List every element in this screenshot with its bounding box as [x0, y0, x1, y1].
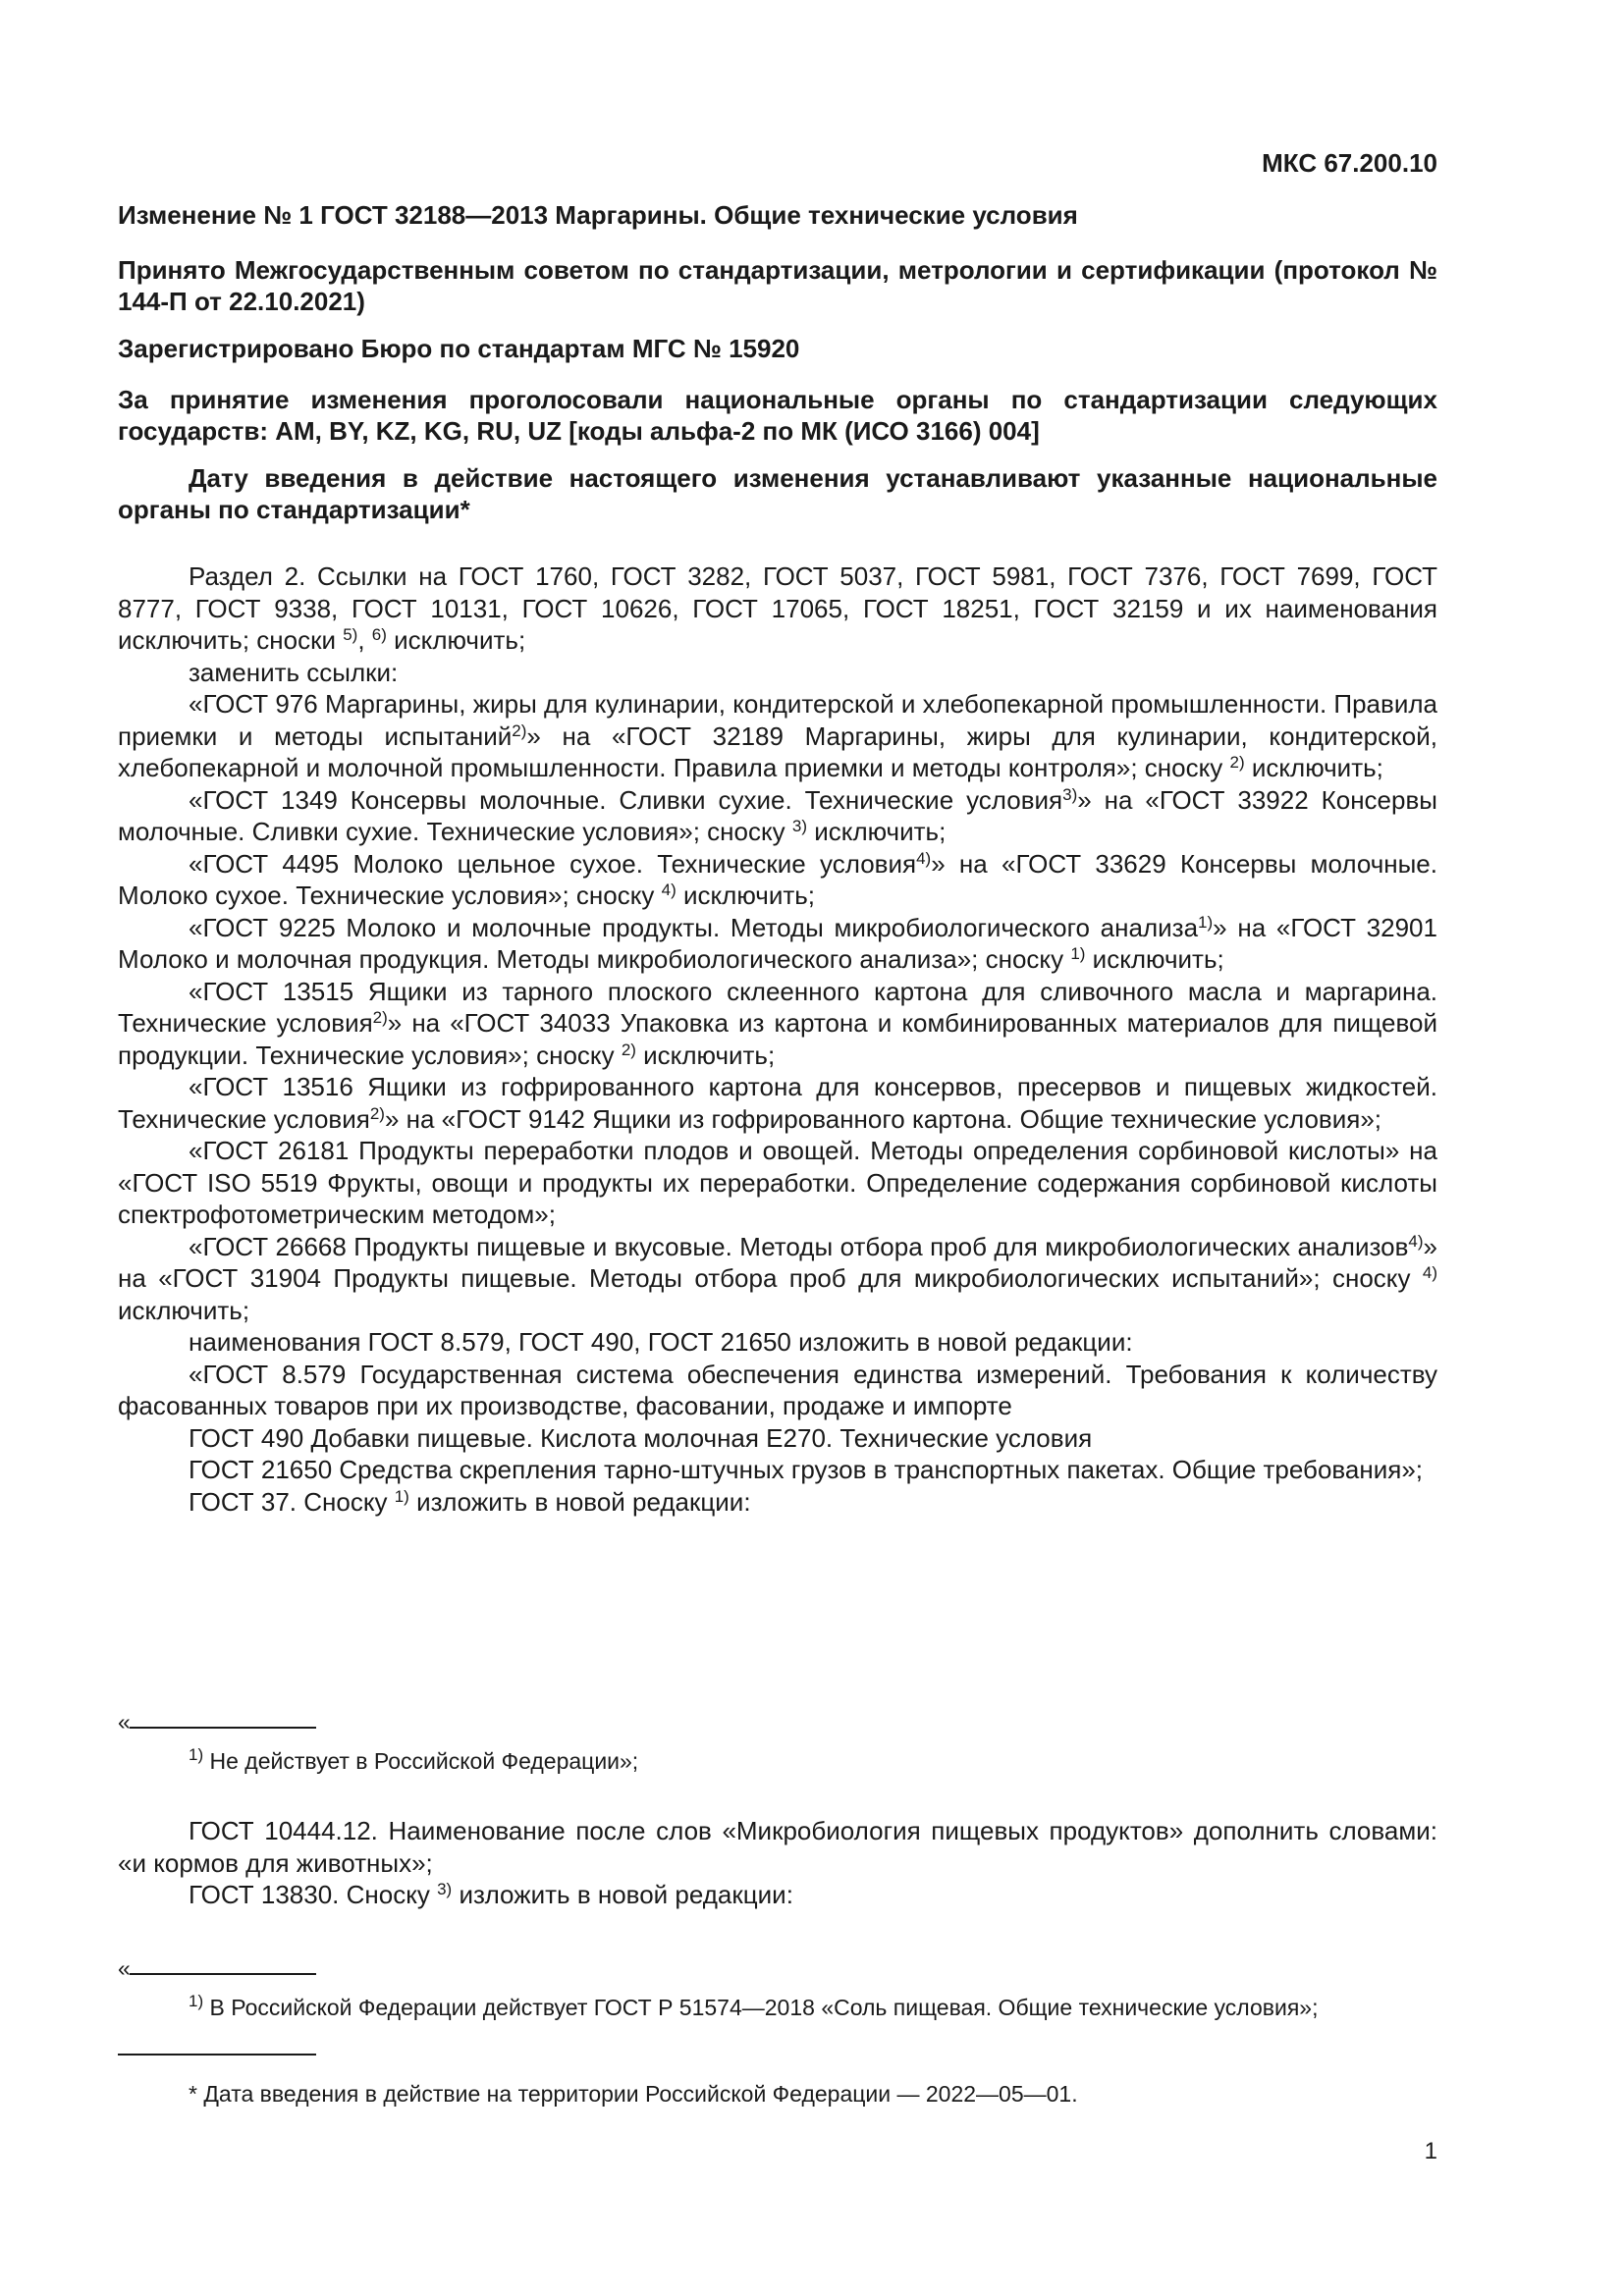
page-number: 1 [1424, 2138, 1437, 2164]
date-note: Дату введения в действие настоящего изменения устанавливают указанные национальные органы по стандартизации* [118, 463, 1437, 524]
paragraph: ГОСТ 10444.12. Наименование после слов «Микробиология пищевых продуктов» дополнить словами: «и кормов для животных»; [118, 1816, 1437, 1878]
quoted-footnote-2 [118, 1953, 1437, 1983]
amendment-body-continued [118, 1815, 1437, 1911]
paragraph: «ГОСТ 26668 Продукты пищевые и вкусовые. Методы отбора проб для микробиологических анализов$^{4)}$» на «ГОСТ 31904 Продукты пищевые. Методы отбора проб для микробиологических испытаний»; сноску $^{4)}$ исключить; [118, 1231, 1437, 1325]
registered-statement: Зарегистрировано Бюро по стандартам МГС № 15920 [118, 334, 800, 363]
footnote-rule [130, 1727, 316, 1729]
adopted-statement: Принято Межгосударственным советом по стандартизации, метрологии и сертификации (протокол № 144-П от 22.10.2021) [118, 255, 1437, 316]
quoted-footnote-1-text: $^{1)}$ Не действует в Российской Федерации»; [189, 1745, 639, 1774]
paragraph: Раздел 2. Ссылки на ГОСТ 1760, ГОСТ 3282, ГОСТ 5037, ГОСТ 5981, ГОСТ 7376, ГОСТ 7699, ГОСТ 8777, ГОСТ 9338, ГОСТ 10131, ГОСТ 10626, ГОСТ 17065, ГОСТ 18251, ГОСТ 32159 и их наименования исключить; сноски $^{5)}$, $^{6)}$ исключить; [118, 561, 1437, 655]
paragraph: ГОСТ 37. Сноску $^{1)}$ изложить в новой редакции: [189, 1486, 751, 1517]
quoted-footnote-1 [118, 1707, 1437, 1736]
star-footnote: * Дата введения в действие на территории Российской Федерации — 2022—05—01. [189, 2081, 1078, 2107]
quoted-footnote-2-text: $^{1)}$ В Российской Федерации действует ГОСТ Р 51574—2018 «Соль пищевая. Общие технические условия»; [189, 1992, 1319, 2020]
paragraph: «ГОСТ 9225 Молоко и молочные продукты. Методы микробиологического анализа$^{1)}$» на «ГОСТ 32901 Молоко и молочная продукция. Методы микробиологического анализа»; сноску $^{1)}$ исключить; [118, 912, 1437, 974]
quote-mark: « [118, 1955, 131, 1981]
voted-statement: За принятие изменения проголосовали национальные органы по стандартизации следующих государств: AM, BY, KZ, KG, RU, UZ [коды альфа-2 по МК (ИСО 3166) 004] [118, 385, 1437, 446]
paragraph: «ГОСТ 4495 Молоко цельное сухое. Технические условия$^{4)}$» на «ГОСТ 33629 Консервы молочные. Молоко сухое. Технические условия»; сноску $^{4)}$ исключить; [118, 848, 1437, 910]
page-footnote-rule [118, 2054, 316, 2056]
paragraph: «ГОСТ 13516 Ящики из гофрированного картона для консервов, пресервов и пищевых жидкостей. Технические условия$^{2)}$» на «ГОСТ 9142 Ящики из гофрированного картона. Общие технические условия»; [118, 1072, 1437, 1134]
paragraph: заменить ссылки: [189, 657, 399, 687]
mks-code: МКС 67.200.10 [1262, 148, 1437, 178]
amendment-title: Изменение № 1 ГОСТ 32188—2013 Маргарины. Общие технические условия [118, 200, 1078, 230]
paragraph: «ГОСТ 26181 Продукты переработки плодов и овощей. Методы определения сорбиновой кислоты» на «ГОСТ ISO 5519 Фрукты, овощи и продукты их переработки. Определение содержания сорбиновой кислоты спектрофотометрическим методом»; [118, 1136, 1437, 1229]
paragraph: «ГОСТ 13515 Ящики из тарного плоского склеенного картона для сливочного масла и маргарина. Технические условия$^{2)}$» на «ГОСТ 34033 Упаковка из картона и комбинированных материалов для пищевой продукции. Технические условия»; сноску $^{2)}$ исключить; [118, 976, 1437, 1070]
amendment-body [118, 561, 1437, 1518]
paragraph: наименования ГОСТ 8.579, ГОСТ 490, ГОСТ 21650 изложить в новой редакции: [189, 1327, 1133, 1357]
quote-mark: « [118, 1709, 131, 1735]
paragraph: «ГОСТ 8.579 Государственная система обеспечения единства измерений. Требования к количеству фасованных товаров при их производстве, фасовании, продаже и импорте [118, 1359, 1437, 1420]
paragraph: ГОСТ 13830. Сноску $^{3)}$ изложить в новой редакции: [189, 1880, 793, 1909]
paragraph: ГОСТ 21650 Средства скрепления тарно-штучных грузов в транспортных пакетах. Общие требования»; [189, 1455, 1424, 1484]
paragraph: ГОСТ 490 Добавки пищевые. Кислота молочная Е270. Технические условия [189, 1422, 1093, 1453]
document-page [118, 0, 1437, 2296]
paragraph: «ГОСТ 976 Маргарины, жиры для кулинарии, кондитерской и хлебопекарной промышленности. Правила приемки и методы испытаний$^{2)}$» на «ГОСТ 32189 Маргарины, жиры для кулинарии, кондитерской, хлебопекарной и молочной промышленности. Правила приемки и методы контроля»; сноску $^{2)}$ исключить; [118, 689, 1437, 782]
footnote-rule [130, 1973, 316, 1975]
paragraph: «ГОСТ 1349 Консервы молочные. Сливки сухие. Технические условия$^{3)}$» на «ГОСТ 33922 Консервы молочные. Сливки сухие. Технические условия»; сноску $^{3)}$ исключить; [118, 784, 1437, 846]
